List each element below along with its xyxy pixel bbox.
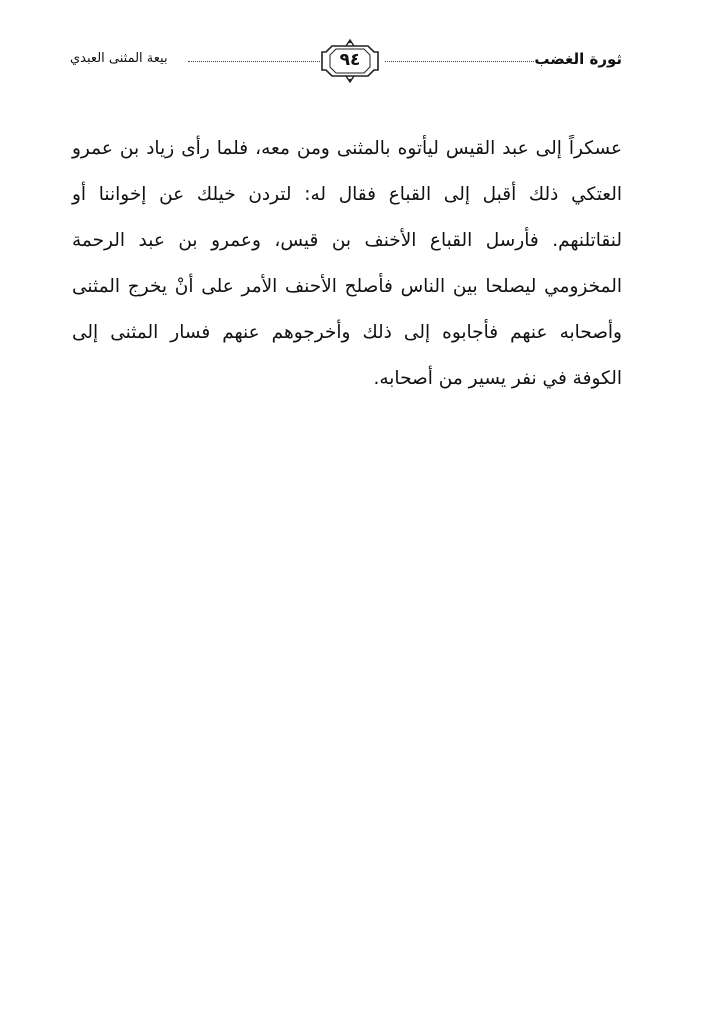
section-title: بيعة المثنى العبدي [70, 51, 168, 66]
body-text [72, 126, 622, 402]
page-number: ٩٤ [339, 50, 361, 70]
header-dotted-leader-right [385, 61, 534, 62]
text-line: المخزومي ليصلحا بين الناس فأصلح الأحنف الأمر على أنْ يخرج المثنى [72, 276, 622, 297]
page-number-badge [318, 38, 382, 84]
text-line: لنقاتلنهم. فأرسل القباع الأخنف بن قيس، وعمرو بن عبد الرحمة [72, 230, 622, 251]
running-header [70, 38, 622, 84]
text-line: وأصحابه عنهم فأجابوه إلى ذلك وأخرجوهم عنهم فسار المثنى إلى [72, 322, 622, 343]
chapter-title: ثورة الغضب [534, 50, 622, 68]
text-line: عسكراً إلى عبد القيس ليأتوه بالمثنى ومن معه، فلما رأى زياد بن عمرو [72, 138, 622, 159]
text-line: العتكي ذلك أقبل إلى القباع فقال له: لتردن خيلك عن إخواننا أو [72, 184, 622, 205]
header-dotted-leader-left [188, 61, 322, 62]
text-line: الكوفة في نفر يسير من أصحابه. [373, 368, 622, 389]
